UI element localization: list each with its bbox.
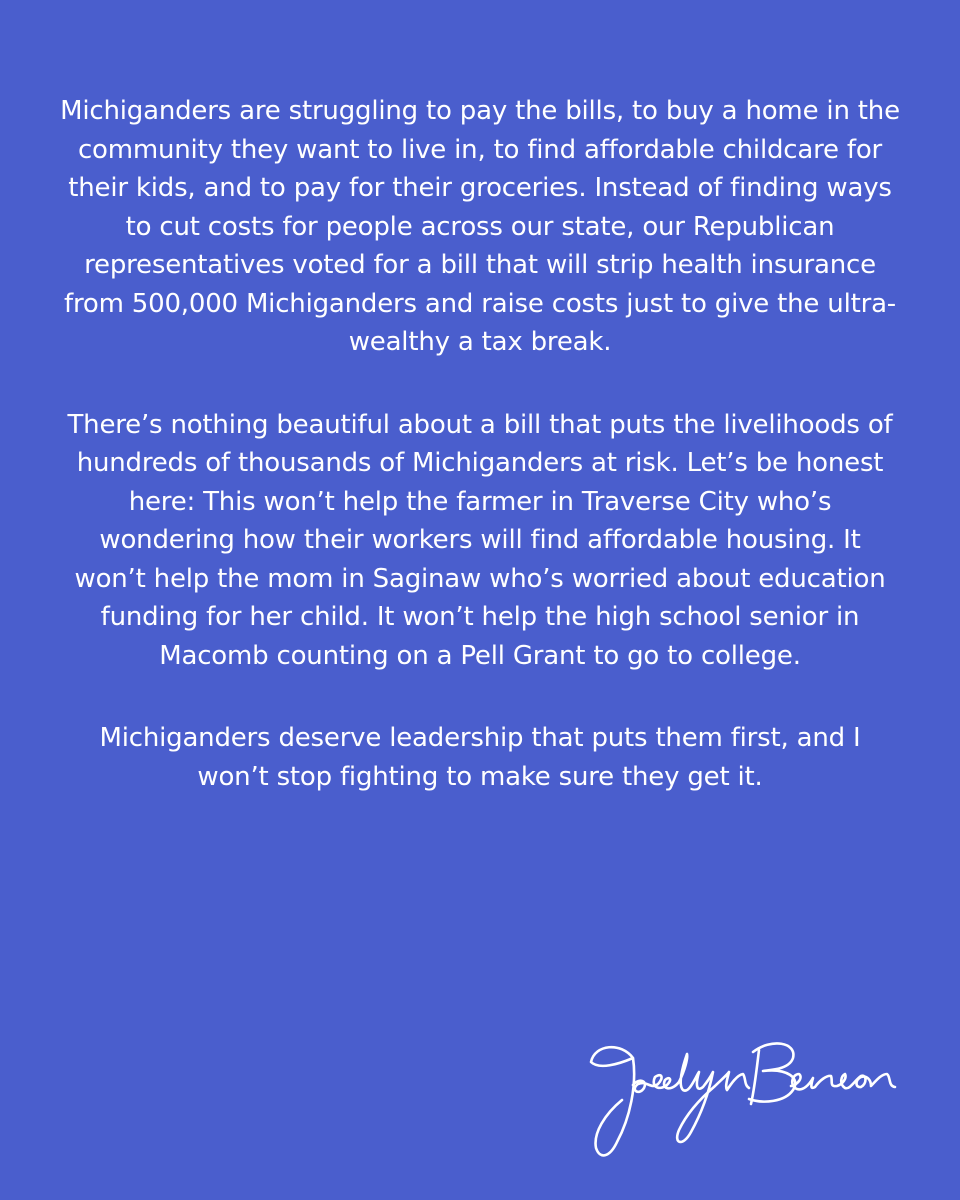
statement-text [60,92,900,840]
paragraph-bill-impact: There’s nothing beautiful about a bill that puts the livelihoods of hundreds of thousands of Michiganders at risk. Let’s be honest here: This won’t help the farmer in Traverse City who’s wondering how their workers will find affordable housing. It won’t help the mom in Saginaw who’s worried about education funding for her child. It won’t help the high school senior in Macomb counting on a Pell Grant to go to college. [67,409,893,671]
paragraph-closing: Michiganders deserve leadership that puts them first, and I won’t stop fighting to make sure they get it. [99,723,861,792]
paragraph-cost-of-living: Michiganders are struggling to pay the bills, to buy a home in the community they want to live in, to find affordable childcare for their kids, and to pay for their groceries. Instead of finding ways to cut costs for people across our state, our Republican representatives voted for a bill that will strip health insurance from 500,000 Michiganders and raise costs just to give the ultra-wealthy a tax break. [60,96,900,357]
handwritten-signature [575,1030,905,1180]
